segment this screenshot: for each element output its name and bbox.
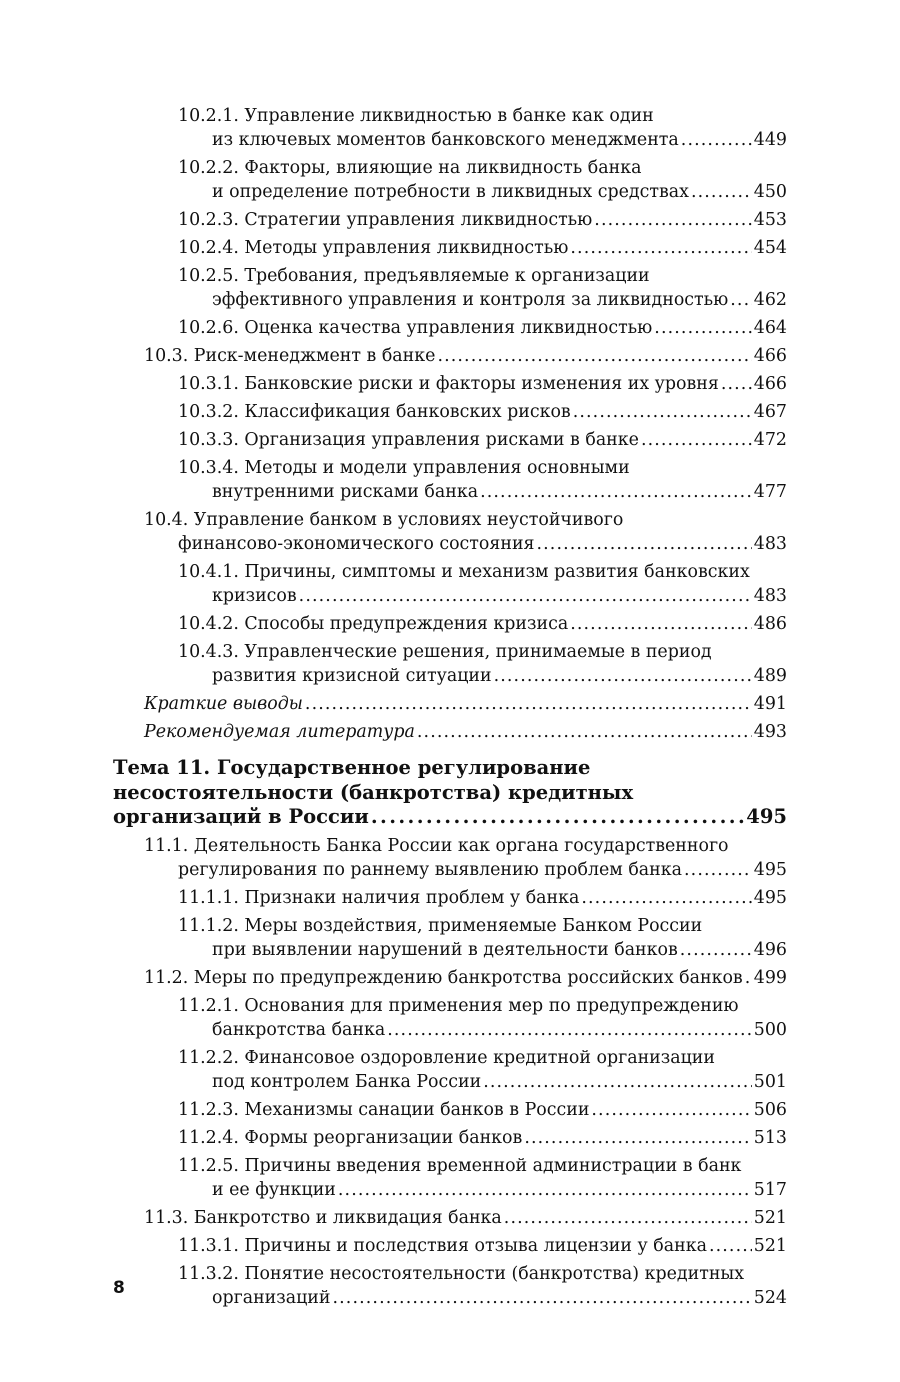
toc-entry-title-line: организаций в России bbox=[113, 805, 369, 828]
toc-page-number: 483 bbox=[753, 586, 787, 606]
dot-leader bbox=[537, 532, 752, 556]
toc-entry-title-line: 11.1.1. Признаки наличия проблем у банка bbox=[178, 887, 580, 908]
toc-entry-title-line: Тема 11. Государственное регулирование bbox=[113, 756, 591, 779]
toc-entry[interactable] bbox=[113, 156, 787, 204]
dot-leader bbox=[594, 208, 752, 232]
toc-entry[interactable] bbox=[113, 1154, 787, 1202]
toc-page-number: 513 bbox=[753, 1127, 787, 1148]
toc-page-number: 524 bbox=[753, 1287, 787, 1308]
dot-leader bbox=[654, 316, 752, 340]
toc-entry[interactable] bbox=[113, 428, 787, 452]
toc-entry[interactable] bbox=[113, 264, 787, 312]
toc-entry[interactable] bbox=[113, 1234, 787, 1258]
toc-page-number: 467 bbox=[753, 402, 787, 422]
dot-leader bbox=[524, 1126, 751, 1150]
toc-entry-title-line: и определение потребности в ликвидных средствах bbox=[212, 182, 689, 202]
toc-entry[interactable] bbox=[113, 834, 787, 882]
toc-page-number: 493 bbox=[753, 722, 787, 742]
dot-leader bbox=[480, 480, 752, 504]
toc-entry[interactable] bbox=[113, 966, 787, 990]
toc-entry-title-line: внутренними рисками банка bbox=[212, 482, 479, 502]
dot-leader bbox=[570, 236, 751, 260]
toc-entry[interactable] bbox=[113, 914, 787, 962]
toc-entry-title-line: из ключевых моментов банковского менеджмента bbox=[212, 130, 679, 150]
dot-leader bbox=[417, 720, 752, 744]
dot-leader bbox=[305, 692, 752, 716]
dot-leader bbox=[483, 1070, 752, 1094]
toc-page-number: 464 bbox=[753, 318, 787, 338]
dot-leader bbox=[681, 128, 752, 152]
dot-leader bbox=[591, 1098, 751, 1122]
toc-entry[interactable] bbox=[113, 400, 787, 424]
toc-entry-title-line: 10.3.1. Банковские риски и факторы изменения их уровня bbox=[178, 374, 719, 394]
dot-leader bbox=[504, 1206, 752, 1230]
toc-entry-title-line: 10.4.1. Причины, симптомы и механизм развития банковских bbox=[178, 562, 750, 582]
toc-page-number: 453 bbox=[753, 210, 787, 230]
toc-entry-title-line: 10.2.4. Методы управления ликвидностью bbox=[178, 238, 569, 258]
toc-entry-title-line: регулирования по раннему выявлению проблем банка bbox=[178, 859, 683, 880]
dot-leader bbox=[387, 1018, 752, 1042]
dot-leader bbox=[371, 805, 744, 830]
dot-leader bbox=[332, 1286, 751, 1310]
toc-page-number: 466 bbox=[753, 374, 787, 394]
toc-page-number: 501 bbox=[753, 1071, 787, 1092]
toc-entry-title-line: 10.2.6. Оценка качества управления ликвидностью bbox=[178, 318, 653, 338]
toc-entry-title-line: 11.2.3. Механизмы санации банков в России bbox=[178, 1099, 590, 1120]
toc-page-number: 499 bbox=[753, 967, 787, 988]
toc-entry[interactable] bbox=[113, 994, 787, 1042]
dot-leader bbox=[745, 966, 752, 990]
toc-entry-title-line: 11.2.4. Формы реорганизации банков bbox=[178, 1127, 523, 1148]
toc-entry-title-line: 11.1. Деятельность Банка России как органа государственного bbox=[144, 835, 729, 856]
toc-page-number: 495 bbox=[753, 859, 787, 880]
toc-entry-title-line: под контролем Банка России bbox=[212, 1071, 482, 1092]
toc-entry-title-line: Рекомендуемая литература bbox=[144, 722, 415, 742]
toc-entry-title-line: 11.3. Банкротство и ликвидация банка bbox=[144, 1207, 502, 1228]
toc-page-number: 449 bbox=[753, 130, 787, 150]
toc-page-number: 521 bbox=[753, 1207, 787, 1228]
toc-page-number: 517 bbox=[753, 1179, 787, 1200]
dot-leader bbox=[573, 400, 752, 424]
toc-entry[interactable] bbox=[113, 1262, 787, 1310]
toc-entry-title-line: 10.3. Риск-менеджмент в банке bbox=[144, 346, 436, 366]
toc-entry-title-line: 10.2.1. Управление ликвидностью в банке как один bbox=[178, 106, 654, 126]
toc-page-number: 454 bbox=[753, 238, 787, 258]
dot-leader bbox=[680, 938, 752, 962]
dot-leader bbox=[709, 1234, 752, 1258]
toc-page-number: 477 bbox=[753, 482, 787, 502]
toc-entry[interactable] bbox=[113, 560, 787, 608]
toc-entry-title-line: 11.3.1. Причины и последствия отзыва лицензии у банка bbox=[178, 1235, 707, 1256]
toc-entry-title-line: 10.4.2. Способы предупреждения кризиса bbox=[178, 614, 569, 634]
toc-entry[interactable] bbox=[113, 1126, 787, 1150]
toc-entry[interactable] bbox=[113, 612, 787, 636]
toc-entry-title-line: развития кризисной ситуации bbox=[212, 666, 492, 686]
toc-page-number: 496 bbox=[753, 939, 787, 960]
toc-entry-title-line: Краткие выводы bbox=[144, 694, 303, 714]
toc-page-number: 472 bbox=[753, 430, 787, 450]
toc-page-number: 495 bbox=[746, 805, 787, 828]
toc-page-number: 486 bbox=[753, 614, 787, 634]
toc-page-number: 466 bbox=[753, 346, 787, 366]
toc-entry[interactable] bbox=[113, 1098, 787, 1122]
toc-entry-title-line: 10.3.4. Методы и модели управления основными bbox=[178, 458, 630, 478]
toc-page-number: 462 bbox=[753, 290, 787, 310]
toc-entry-title-line: при выявлении нарушений в деятельности банков bbox=[212, 939, 678, 960]
dot-leader bbox=[641, 428, 752, 452]
dot-leader bbox=[691, 180, 752, 204]
dot-leader bbox=[581, 886, 751, 910]
toc-entry-title-line: 10.4.3. Управленческие решения, принимаемые в период bbox=[178, 642, 712, 662]
toc-entry-title-line: 10.3.3. Организация управления рисками в банке bbox=[178, 430, 639, 450]
toc-page-number: 483 bbox=[753, 534, 787, 554]
toc-entry-title-line: 11.1.2. Меры воздействия, применяемые Банком России bbox=[178, 915, 703, 936]
toc-entry[interactable] bbox=[113, 344, 787, 368]
toc-page-number: 489 bbox=[753, 666, 787, 686]
dot-leader bbox=[437, 344, 751, 368]
dot-leader bbox=[570, 612, 752, 636]
dot-leader bbox=[684, 858, 752, 882]
toc-page-number: 500 bbox=[753, 1019, 787, 1040]
dot-leader bbox=[730, 288, 752, 312]
toc-entry-title-line: несостоятельности (банкротства) кредитных bbox=[113, 780, 634, 804]
table-of-contents bbox=[113, 100, 787, 1310]
toc-entry-title-line: банкротства банка bbox=[212, 1019, 386, 1040]
toc-entry-title-line: 11.2.1. Основания для применения мер по предупреждению bbox=[178, 995, 739, 1016]
toc-entry[interactable] bbox=[113, 720, 787, 744]
toc-page-number: 495 bbox=[753, 887, 787, 908]
toc-entry-title-line: 11.2.2. Финансовое оздоровление кредитной организации bbox=[178, 1047, 715, 1068]
dot-leader bbox=[721, 372, 752, 396]
toc-chapter-entry[interactable] bbox=[113, 756, 787, 830]
toc-entry[interactable] bbox=[113, 640, 787, 688]
toc-entry[interactable] bbox=[113, 1206, 787, 1230]
toc-entry[interactable] bbox=[113, 1046, 787, 1094]
toc-entry[interactable] bbox=[113, 508, 787, 556]
toc-entry-title-line: 10.3.2. Классификация банковских рисков bbox=[178, 402, 571, 422]
toc-entry[interactable] bbox=[113, 456, 787, 504]
toc-entry-title-line: 11.2.5. Причины введения временной администрации в банк bbox=[178, 1155, 742, 1176]
toc-entry-title-line: 11.3.2. Понятие несостоятельности (банкротства) кредитных bbox=[178, 1263, 745, 1284]
toc-entry-title-line: 10.2.5. Требования, предъявляемые к организации bbox=[178, 266, 650, 286]
toc-entry-title-line: финансово-экономического состояния bbox=[178, 534, 535, 554]
toc-entry[interactable] bbox=[113, 236, 787, 260]
page-number: 8 bbox=[113, 1278, 125, 1298]
toc-page-number: 506 bbox=[753, 1099, 787, 1120]
toc-entry[interactable] bbox=[113, 208, 787, 232]
dot-leader bbox=[494, 664, 752, 688]
toc-page-number: 450 bbox=[753, 182, 787, 202]
dot-leader bbox=[299, 584, 752, 608]
dot-leader bbox=[338, 1178, 752, 1202]
toc-page-number: 491 bbox=[753, 694, 787, 714]
toc-entry-title-line: 11.2. Меры по предупреждению банкротства российских банков bbox=[144, 967, 743, 988]
toc-entry-title-line: кризисов bbox=[212, 586, 297, 606]
toc-entry[interactable] bbox=[113, 692, 787, 716]
toc-entry[interactable] bbox=[113, 316, 787, 340]
toc-entry-title-line: и ее функции bbox=[212, 1179, 336, 1200]
toc-entry-title-line: эффективного управления и контроля за ликвидностью bbox=[212, 290, 729, 310]
toc-entry[interactable] bbox=[113, 104, 787, 152]
toc-entry-title-line: 10.2.2. Факторы, влияющие на ликвидность банка bbox=[178, 158, 642, 178]
toc-page-number: 521 bbox=[753, 1235, 787, 1256]
toc-entry[interactable] bbox=[113, 372, 787, 396]
toc-entry[interactable] bbox=[113, 886, 787, 910]
toc-entry-title-line: 10.2.3. Стратегии управления ликвидностью bbox=[178, 210, 593, 230]
toc-entry-title-line: организаций bbox=[212, 1287, 331, 1308]
toc-entry-title-line: 10.4. Управление банком в условиях неустойчивого bbox=[144, 510, 624, 530]
